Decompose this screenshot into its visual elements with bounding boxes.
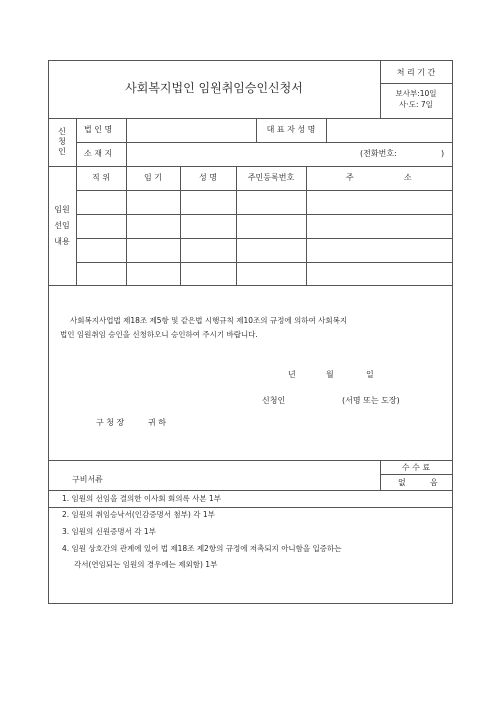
document-item: 4. 임원 상호간의 관계에 있어 법 제18조 제2항의 규정에 저촉되지 아니함을 입증하는 <box>62 544 342 553</box>
officer-row[interactable] <box>77 191 452 214</box>
document-item: 각서(연임되는 임원의 경우에는 제외함) 1부 <box>74 560 218 569</box>
corp-name-divider <box>126 118 127 142</box>
documents-heading: 구비서류 <box>72 475 103 484</box>
officers-section-line-3: 내용 <box>54 237 70 246</box>
processing-period-label: 처 리 기 간 <box>396 68 436 77</box>
document-item: 1. 임원의 선임을 결의한 이사회 회의록 사본 1부 <box>62 494 222 503</box>
representative-label: 대 표 자 성 명 <box>266 125 316 134</box>
header-address-char-1: 주 <box>346 173 354 182</box>
recipient-suffix: 귀 하 <box>148 418 166 427</box>
document-item: 2. 임원의 취임승낙서(인감증명서 첨부) 각 1부 <box>62 510 215 519</box>
statement-line-2: 법인 임원취임 승인을 신청하오니 승인하여 주시기 바랍니다. <box>60 330 258 339</box>
applicant-section-char-1: 신 <box>58 127 66 136</box>
header-name: 성 명 <box>199 173 217 182</box>
date-day: 일 <box>366 370 374 379</box>
address-label: 소 재 지 <box>84 149 113 158</box>
statement-bottom-line <box>48 460 453 461</box>
recipient: 구 청 장 <box>96 418 125 427</box>
officer-row[interactable] <box>77 215 452 238</box>
phone-label: (전화번호: <box>360 149 397 158</box>
header-term: 임 기 <box>144 173 162 182</box>
applicant-section-char-3: 인 <box>58 147 66 156</box>
signature-note: (서명 또는 도장) <box>342 396 400 405</box>
corp-name-value[interactable] <box>132 126 252 136</box>
processing-period-line1: 보사부:10일 <box>395 89 437 98</box>
phone-close: ) <box>441 149 445 158</box>
processing-divider <box>380 83 452 84</box>
fee-value-1: 없 <box>398 478 406 487</box>
officers-section-line-1: 임원 <box>54 205 70 214</box>
processing-period-line2: 사·도: 7일 <box>399 100 433 109</box>
date-year: 년 <box>288 370 296 379</box>
title-bottom-line <box>48 118 453 119</box>
documents-line-1 <box>48 490 453 491</box>
fee-header-line <box>380 474 452 475</box>
representative-divider-right <box>326 118 327 142</box>
header-resident-number: 주민등록번호 <box>247 173 295 182</box>
date-month: 월 <box>326 370 334 379</box>
header-position: 직 위 <box>92 173 110 182</box>
applicant-section-char-2: 청 <box>58 137 66 146</box>
document-item: 3. 임원의 신원증명서 각 1부 <box>62 527 156 536</box>
header-address-char-2: 소 <box>404 173 412 182</box>
officers-bottom-line <box>48 285 453 286</box>
documents-line-2 <box>48 507 453 508</box>
frame-bottom <box>48 603 453 604</box>
officer-row[interactable] <box>77 263 452 285</box>
statement-line-1: 사회복지사업법 제18조 제5항 및 같은법 시행규칙 제10조의 규정에 의하여 사회복지 <box>70 316 348 325</box>
representative-value[interactable] <box>332 126 447 136</box>
form-title: 사회복지법인 임원취임승인신청서 <box>125 81 303 95</box>
frame-top <box>48 60 453 61</box>
applicant-bottom-line <box>48 166 453 167</box>
applicant-signature-label: 신청인 <box>262 396 286 405</box>
officers-section-line-2: 선임 <box>54 221 70 230</box>
officer-row[interactable] <box>77 239 452 262</box>
fee-label: 수 수 료 <box>401 463 431 472</box>
applicant-row-divider <box>76 142 453 143</box>
corp-name-label: 법 인 명 <box>84 125 113 134</box>
fee-value-2: 음 <box>430 478 438 487</box>
address-divider <box>126 142 127 166</box>
